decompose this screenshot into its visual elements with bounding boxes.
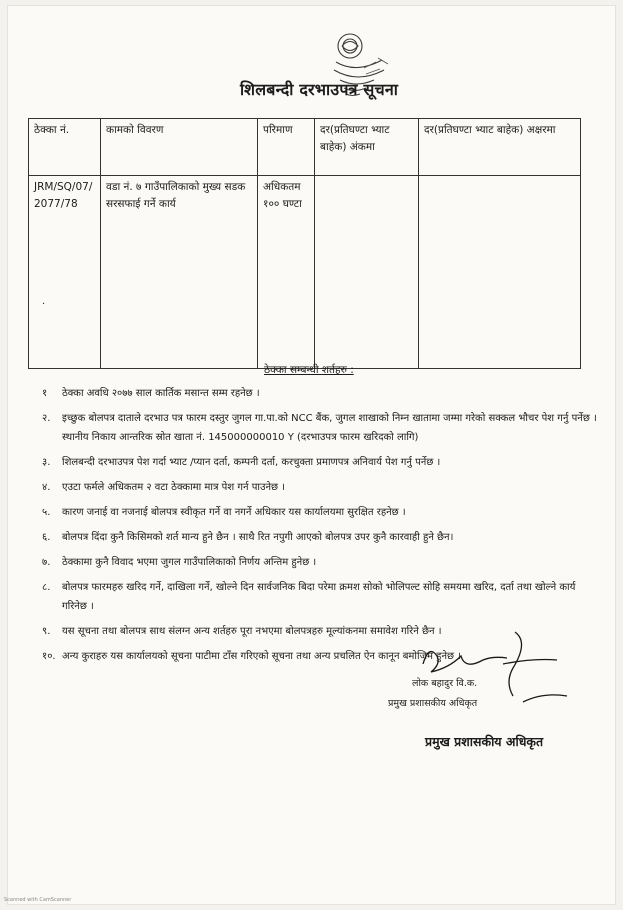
- list-item: ९. यस सूचना तथा बोलपत्र साथ संलग्न अन्य शर्तहरु पूरा नभएमा बोलपत्रहरु मूल्यांकनमा समावेश गरिने छैन ।: [42, 626, 442, 637]
- list-item: ८. बोलपत्र फारमहरु खरिद गर्ने, दाखिला गर्ने, खोल्ने दिन सार्वजनिक बिदा परेमा क्रमश सोको भोलिपल्ट सोहि समयमा खरिद, दर्ता तथा खोल्ने कार्य गरिनेछ ।: [42, 582, 576, 612]
- column-header: कामको विवरण: [101, 119, 258, 176]
- rate-words-cell: [419, 176, 581, 369]
- signatory-post: प्रमुख प्रशासकीय अधिकृत: [388, 698, 478, 709]
- conditions-title: ठेक्का सम्बन्धी शर्तहरु :: [264, 364, 354, 376]
- column-header: ठेक्का नं.: [29, 119, 101, 176]
- signatory-name: लोक बहादुर वि.क.: [412, 678, 478, 689]
- list-item: १०. अन्य कुराहरु यस कार्यालयको सूचना पाटीमा टाँस गरिएको सूचना तथा अन्य प्रचलित ऐन कानून बमोजिम हुनेछ ।: [42, 651, 461, 662]
- list-item: २. इच्छुक बोलपत्र दाताले दरभाउ पत्र फारम दस्तुर जुगल गा.पा.को NCC बैंक, जुगल शाखाको निम्न खातामा जम्मा गरेको सक्कल भौचर पेश गर्नु पर्नेछ । स्थानीय निकाय आन्तरिक स्रोत खाता नं. 145000000010 Y (दरभाउपत्र फारम खरिदको लागि): [42, 413, 597, 443]
- document-page: [8, 6, 615, 904]
- list-item: १ ठेक्का अवधि २०७७ साल कार्तिक मसान्त सम्म रहनेछ ।: [42, 388, 260, 399]
- quantity-cell: अधिकतम १०० घण्टा: [258, 176, 315, 369]
- rate-figures-cell: [315, 176, 419, 369]
- column-header: दर(प्रतिघण्टा भ्याट बाहेक) अंकमा: [315, 119, 419, 176]
- stray-dot: ·: [42, 299, 46, 310]
- page-title: शिलबन्दी दरभाउपत्र सूचना: [240, 80, 399, 99]
- tender-table: [28, 118, 581, 369]
- work-description-cell: वडा नं. ७ गाउँपालिकाको मुख्य सडक सरसफाई गर्ने कार्य: [101, 176, 258, 369]
- tender-number-cell: JRM/SQ/07/ 2077/78: [29, 176, 101, 369]
- officer-title: प्रमुख प्रशासकीय अधिकृत: [425, 734, 544, 749]
- list-item: ४. एउटा फर्मले अधिकतम २ वटा ठेक्कामा मात्र पेश गर्न पाउनेछ ।: [42, 482, 285, 493]
- table-row: [29, 176, 581, 369]
- list-item: ५. कारण जनाई वा नजनाई बोलपत्र स्वीकृत गर्ने वा नगर्ने अधिकार यस कार्यालयमा सुरक्षित रहनेछ ।: [42, 507, 406, 518]
- list-item: ७. ठेक्कामा कुनै विवाद भएमा जुगल गाउँपालिकाको निर्णय अन्तिम हुनेछ ।: [42, 557, 317, 568]
- list-item: ६. बोलपत्र दिंदा कुनै किसिमको शर्त मान्य हुने छैन । साथै रित नपुगी आएको बोलपत्र उपर कुनै कारवाही हुने छैन।: [42, 532, 454, 543]
- column-header: दर(प्रतिघण्टा भ्याट बाहेक) अक्षरमा: [419, 119, 581, 176]
- list-item: ३. शिलबन्दी दरभाउपत्र पेश गर्दा भ्याट /प्यान दर्ता, कम्पनी दर्ता, करचुक्ता प्रमाणपत्र अनिवार्य पेश गर्नु पर्नेछ ।: [42, 457, 441, 468]
- scanner-watermark: Scanned with CamScanner: [4, 897, 72, 903]
- signature-icon: [403, 624, 593, 724]
- table-header-row: [29, 119, 581, 176]
- column-header: परिमाण: [258, 119, 315, 176]
